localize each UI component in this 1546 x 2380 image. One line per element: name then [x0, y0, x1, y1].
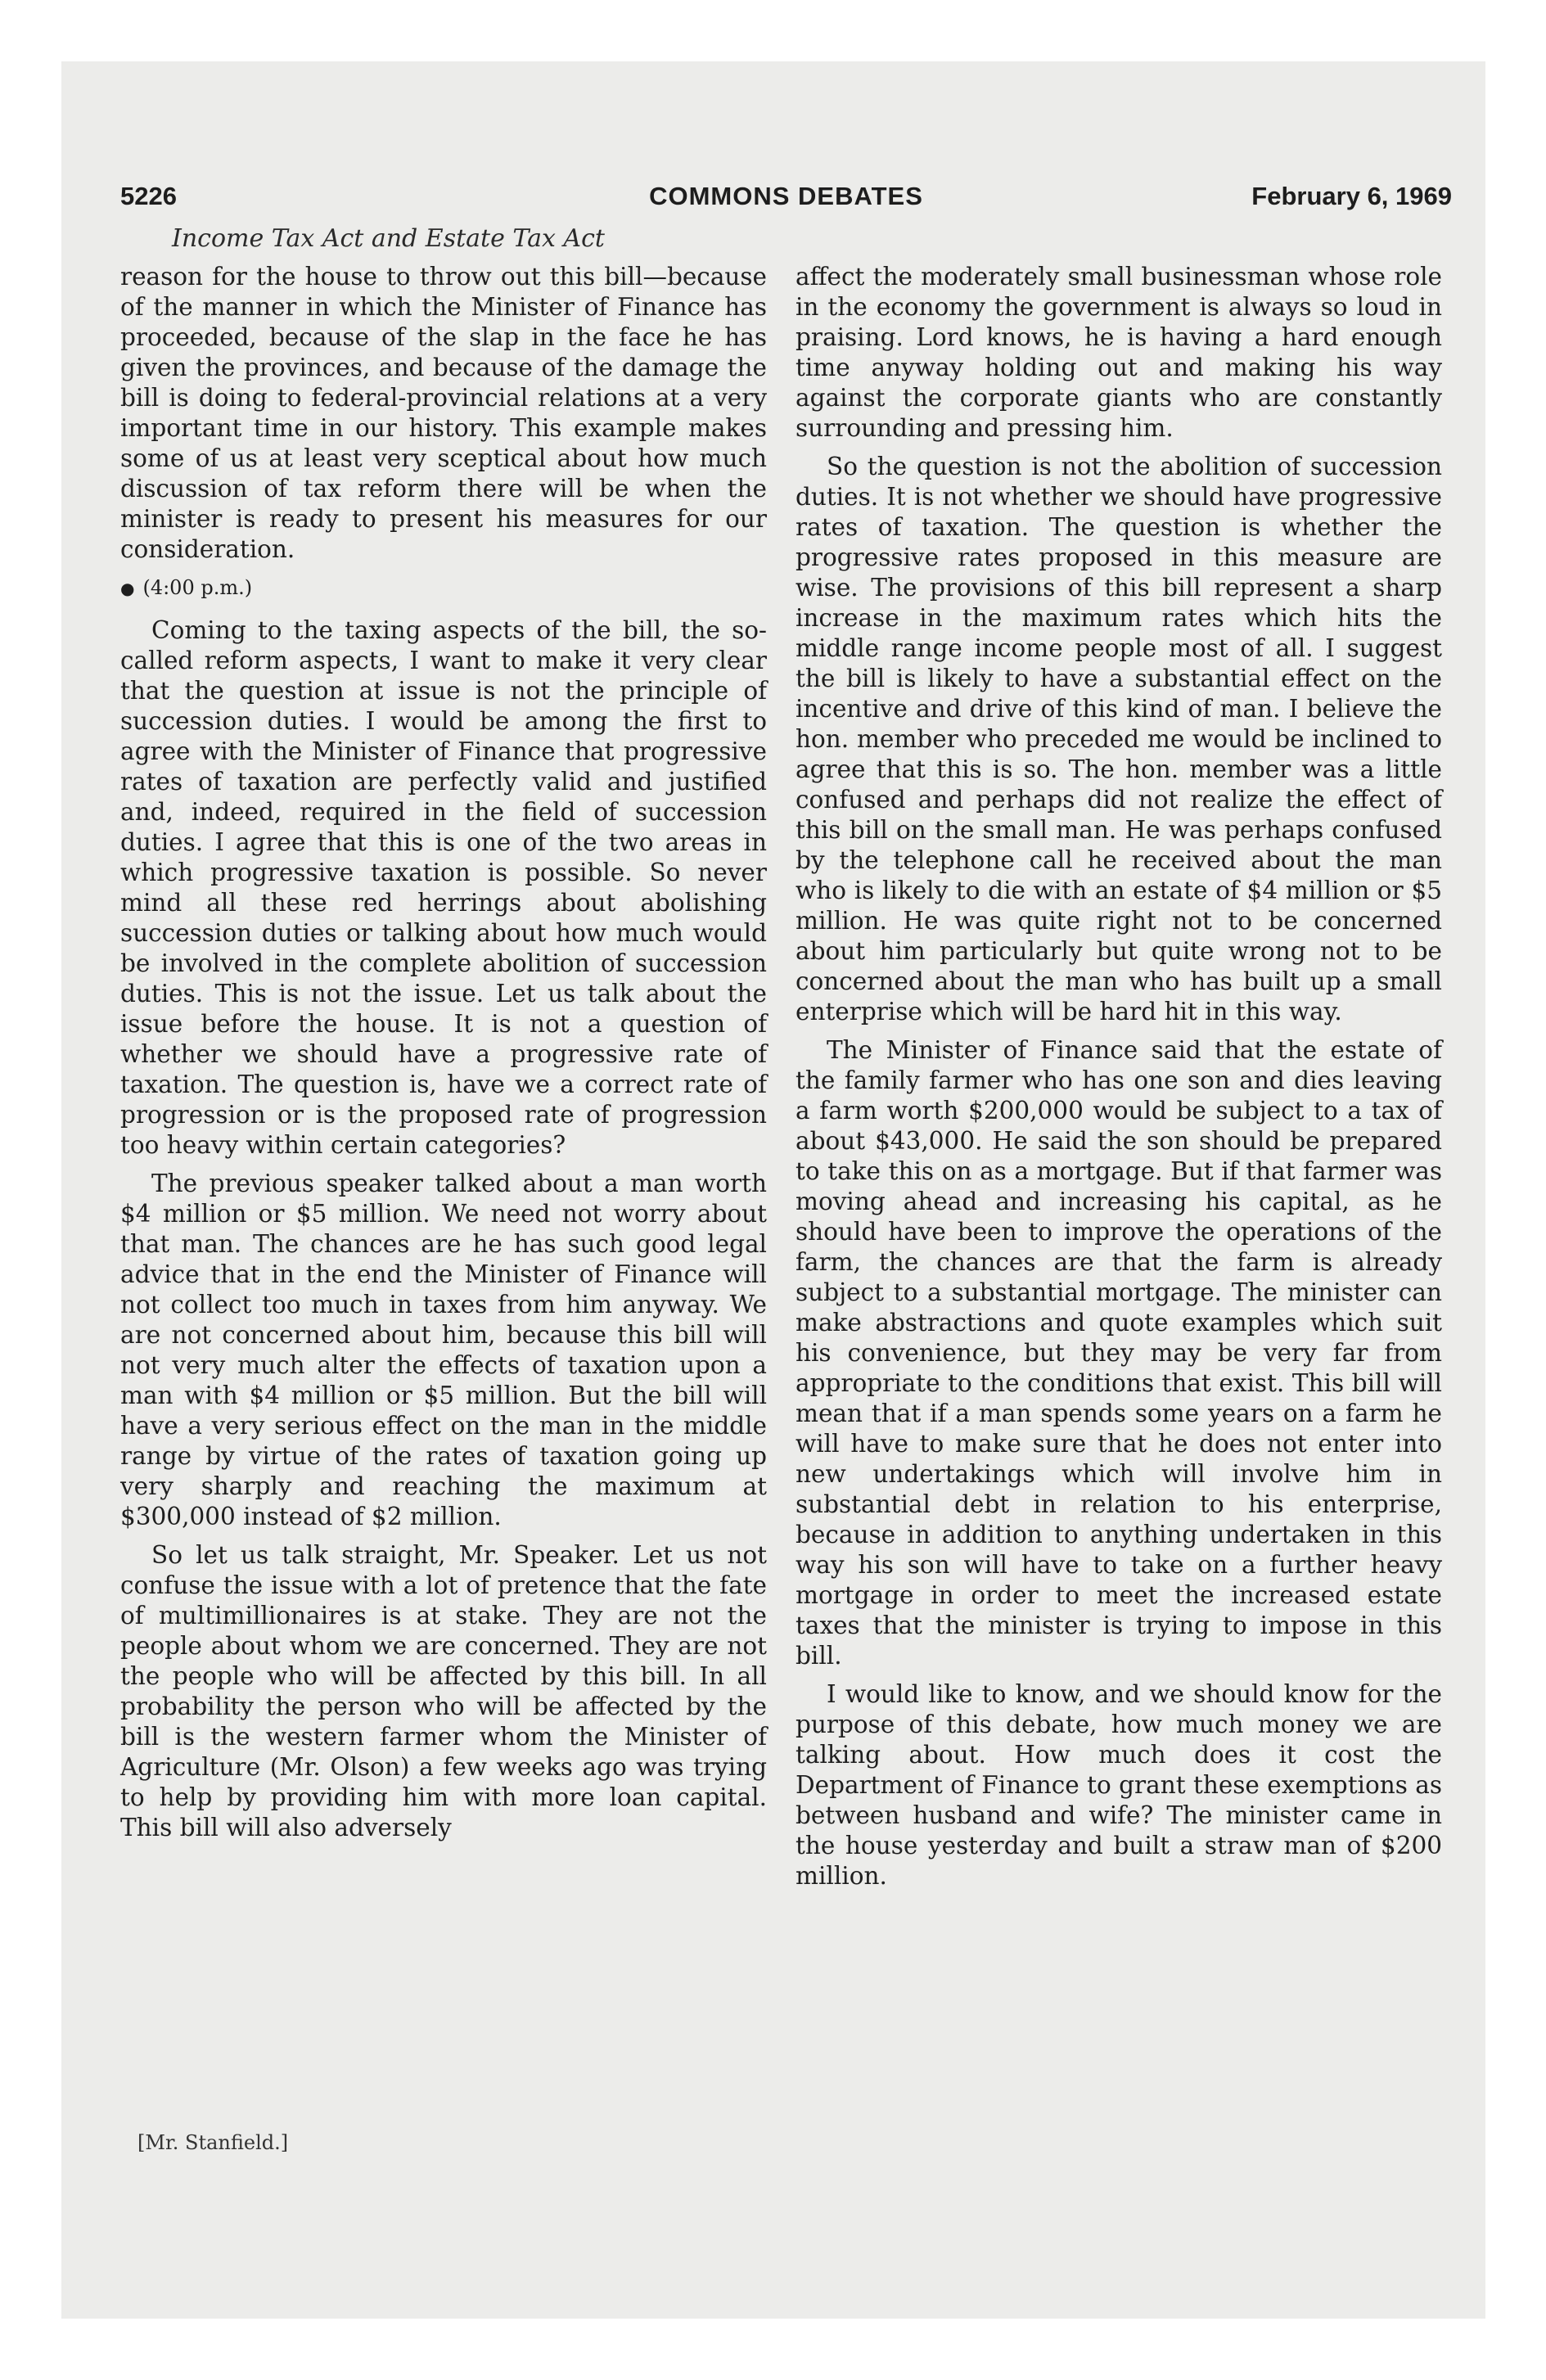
timestamp-text: (4:00 p.m.) — [142, 576, 253, 599]
timestamp — [120, 573, 767, 604]
page-number: 5226 — [120, 182, 177, 210]
paragraph: The Minister of Finance said that the estate of the family farmer who has one son and dies leaving a farm worth $200,000 would be subject to a tax of about $43,000. He said the son should be prepared to take this on as a mortgage. But if that farmer was moving ahead and increasing his capital, as he should have been to improve the operations of the farm, the chances are that the farm is already subject to a substantial mortgage. The minister can make abstractions and quote examples which suit his convenience, but they may be very far from appropriate to the conditions that exist. This bill will mean that if a man spends some years on a farm he will have to make sure that he does not enter into new undertakings which will involve him in substantial debt in relation to his enterprise, because in addition to anything undertaken in this way his son will have to take on a further heavy mortgage in order to meet the increased estate taxes that the minister is trying to impose in this bill. — [796, 1036, 1442, 1670]
paragraph: I would like to know, and we should know for the purpose of this debate, how much money we are talking about. How much does it cost the Department of Finance to grant these exemptions as between husband and wife? The minister came in the house yesterday and built a straw man of $200 million. — [796, 1680, 1442, 1890]
paragraph: Coming to the taxing aspects of the bill, the so-called reform aspects, I want to make it very clear that the question at issue is not the principle of succession duties. I would be among the first to agree with the Minister of Finance that progressive rates of taxation are perfectly valid and justified and, indeed, required in the field of succession duties. I agree that this is one of the two areas in which progressive taxation is possible. So never mind all these red herrings about abolishing succession duties or talking about how much would be involved in the complete abolition of succession duties. This is not the issue. Let us talk about the issue before the house. It is not a question of whether we should have a progressive rate of taxation. The question is, have we a correct rate of progression or is the proposed rate of progression too heavy within certain categories? — [120, 616, 767, 1159]
paragraph: The previous speaker talked about a man worth $4 million or $5 million. We need not worry about that man. The chances are he has such good legal advice that in the end the Minister of Finance will not collect too much in taxes from him anyway. We are not concerned about him, because this bill will not very much alter the effects of taxation upon a man with $4 million or $5 million. But the bill will have a very serious effect on the man in the middle range by virtue of the rates of taxation going up very sharply and reaching the maximum at $300,000 instead of $2 million. — [120, 1170, 767, 1530]
publication-title: COMMONS DEBATES — [649, 182, 923, 210]
publication-date: February 6, 1969 — [1251, 182, 1452, 210]
left-column — [120, 262, 767, 1851]
paragraph: So the question is not the abolition of succession duties. It is not whether we should have progressive rates of taxation. The question is whether the progressive rates proposed in this measure are wise. The provisions of this bill represent a sharp increase in the maximum rates which hits the middle range income people most of all. I suggest the bill is likely to have a substantial effect on the incentive and drive of this kind of man. I believe the hon. member who preceded me would be inclined to agree that this is so. The hon. member was a little confused and perhaps did not realize the effect of this bill on the small man. He was perhaps confused by the telephone call he received about the man who is likely to die with an estate of $4 million or $5 million. He was quite right not to be concerned about him particularly but quite wrong not to be concerned about the man who has built up a small enterprise which will be hard hit in this way. — [796, 453, 1442, 1025]
right-column — [796, 262, 1442, 1900]
paragraph: affect the moderately small businessman whose role in the economy the government is always so loud in praising. Lord knows, he is having a hard enough time anyway holding out and making his way against the corporate giants who are constantly surrounding and pressing him. — [796, 263, 1442, 442]
page-header — [120, 182, 1452, 223]
section-subheading: Income Tax Act and Estate Tax Act — [172, 224, 605, 253]
bullet-icon: ● — [120, 579, 135, 598]
paragraph: So let us talk straight, Mr. Speaker. Let us not confuse the issue with a lot of pretence that the fate of multimillionaires is at stake. They are not the people about whom we are concerned. They are not the people who will be affected by this bill. In all probability the person who will be affected by the bill is the western farmer whom the Minister of Agriculture (Mr. Olson) a few weeks ago was trying to help by providing him with more loan capital. This bill will also adversely — [120, 1541, 767, 1841]
paragraph: reason for the house to throw out this bill—because of the manner in which the Minister of Finance has proceeded, because of the slap in the face he has given the provinces, and because of the damage the bill is doing to federal-provincial relations at a very important time in our history. This example makes some of us at least very sceptical about how much discussion of tax reform there will be when the minister is ready to present his measures for our consideration. — [120, 263, 767, 563]
speaker-attribution: [Mr. Stanfield.] — [137, 2131, 289, 2154]
